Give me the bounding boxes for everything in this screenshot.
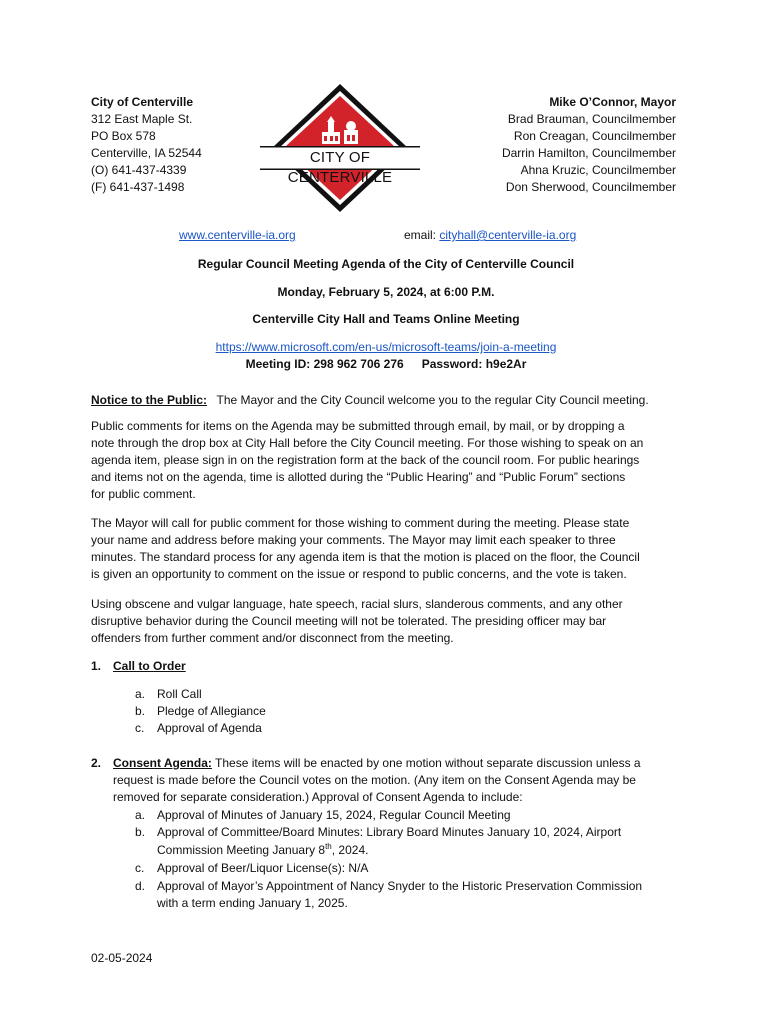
address-line3: Centerville, IA 52544: [91, 146, 202, 160]
sub-item-marker: a.: [135, 687, 146, 701]
sub-item-marker: c.: [135, 861, 145, 875]
consent-sub-appointment-line2: with a term ending January 1, 2025.: [157, 896, 348, 910]
agenda-item-call-to-order: [91, 658, 186, 675]
conduct-paragraph: [91, 596, 681, 647]
paragraph-line: disruptive behavior during the Council meeting will not be tolerated. The presiding officer may bar: [91, 614, 607, 628]
councilmember: Ron Creagan, Councilmember: [513, 129, 676, 143]
fax-phone: (F) 641-437-1498: [91, 180, 185, 194]
notice-heading: Notice to the Public:: [91, 393, 208, 407]
consent-sub-committee-line2: [157, 842, 368, 859]
sub-item-text: Approval of Agenda: [157, 721, 262, 735]
mayor-name: Mike O’Connor, Mayor: [549, 95, 676, 109]
paragraph-line: for public comment.: [91, 487, 196, 501]
meeting-title: Regular Council Meeting Agenda of the City of Centerville Council: [197, 257, 575, 271]
city-logo: [258, 82, 422, 214]
meeting-location: Centerville City Hall and Teams Online Meeting: [252, 312, 520, 326]
sub-item-pledge: [135, 703, 266, 720]
consent-intro-line2: request is made before the Council votes on the motion. (Any item on the Consent Agenda may be: [113, 773, 636, 787]
sub-item-roll-call: [135, 686, 202, 703]
city-name: City of Centerville: [91, 95, 194, 109]
sub-item-text: Approval of Committee/Board Minutes: Library Board Minutes January 10, 2024, Airport: [157, 825, 622, 839]
sub-item-marker: a.: [135, 808, 146, 822]
meeting-date: Monday, February 5, 2024, at 6:00 P.M.: [277, 285, 495, 299]
agenda-item-number: 1.: [91, 659, 102, 673]
website-link[interactable]: www.centerville-ia.org: [179, 228, 296, 242]
sub-item-text: , 2024.: [331, 843, 369, 857]
paragraph-line: Public comments for items on the Agenda may be submitted through email, by mail, or by dropping a: [91, 419, 625, 433]
mayor-comment-paragraph: [91, 515, 681, 583]
consent-intro-line1: These items will be enacted by one motion without separate discussion unless a: [215, 756, 641, 770]
consent-sub-appointment: [135, 878, 642, 895]
sub-item-text: Commission Meeting January 8: [157, 843, 326, 857]
email-link[interactable]: cityhall@centerville-ia.org: [439, 228, 577, 242]
paragraph-line: minutes. The standard process for any agenda item is that the motion is placed on the floor, the Council: [91, 550, 640, 564]
meeting-credentials: [91, 356, 681, 373]
notice-row: [91, 392, 649, 409]
agenda-item-title: Consent Agenda:: [113, 756, 212, 770]
sub-item-text: Roll Call: [157, 687, 202, 701]
notice-text: The Mayor and the City Council welcome you to the regular City Council meeting.: [216, 393, 649, 407]
councilmember: Don Sherwood, Councilmember: [505, 180, 676, 194]
paragraph-line: your name and address before making your comments. The Mayor may limit each speaker to three: [91, 533, 616, 547]
paragraph-line: and items not on the agenda, time is allotted during the “Public Hearing” and “Public Forum” sections: [91, 470, 626, 484]
sub-item-text: Approval of Beer/Liquor License(s): N/A: [157, 861, 369, 875]
agenda-item-number: 2.: [91, 756, 102, 770]
consent-intro-line3: removed for separate consideration.) Approval of Consent Agenda to include:: [113, 790, 523, 804]
sub-item-approval-agenda: [135, 720, 262, 737]
meeting-password: Password: h9e2Ar: [421, 357, 527, 371]
website-row: [179, 227, 296, 244]
paragraph-line: offenders from further comment and/or disconnect from the meeting.: [91, 631, 454, 645]
paragraph-line: is given an opportunity to comment on the issue or respond to public concerns, and the vote is taken.: [91, 567, 627, 581]
agenda-item-consent: [91, 755, 641, 772]
email-label: email:: [404, 228, 440, 242]
city-address-block: [91, 94, 202, 196]
paragraph-line: The Mayor will call for public comment for those wishing to comment during the meeting. Please state: [91, 516, 630, 530]
consent-sub-minutes: [135, 807, 511, 824]
councilmember: Brad Brauman, Councilmember: [507, 112, 676, 126]
consent-sub-license: [135, 860, 368, 877]
logo-text: CITY OF CENTERVILLE: [287, 149, 393, 186]
sub-item-text: Pledge of Allegiance: [157, 704, 266, 718]
sub-item-marker: b.: [135, 704, 146, 718]
paragraph-line: Using obscene and vulgar language, hate speech, racial slurs, slanderous comments, and any other: [91, 597, 623, 611]
councilmember: Darrin Hamilton, Councilmember: [501, 146, 676, 160]
paragraph-line: agenda item, please sign in on the registration form at the back of the council room. For public hearings: [91, 453, 640, 467]
sub-item-text: Approval of Minutes of January 15, 2024, Regular Council Meeting: [157, 808, 511, 822]
councilmember: Ahna Kruzic, Councilmember: [520, 163, 676, 177]
public-comment-paragraph: [91, 418, 681, 503]
meeting-id: Meeting ID: 298 962 706 276: [245, 357, 404, 371]
sub-item-marker: b.: [135, 825, 146, 839]
sub-item-marker: d.: [135, 879, 146, 893]
consent-sub-committee: [135, 824, 621, 841]
footer-date-code: 02-05-2024: [91, 951, 153, 965]
ordinal-suffix: th: [325, 842, 332, 851]
council-block: [440, 94, 676, 196]
address-line2: PO Box 578: [91, 129, 156, 143]
email-row: [404, 227, 576, 244]
sub-item-marker: c.: [135, 721, 145, 735]
agenda-item-title: Call to Order: [113, 659, 186, 673]
sub-item-text: Approval of Mayor’s Appointment of Nancy Snyder to the Historic Preservation Commission: [157, 879, 643, 893]
teams-link[interactable]: https://www.microsoft.com/en-us/microsoft-teams/join-a-meeting: [215, 340, 557, 354]
teams-link-row: [91, 339, 681, 356]
address-line1: 312 East Maple St.: [91, 112, 193, 126]
paragraph-line: note through the drop box at City Hall before the City Council meeting. For those wishing to speak on an: [91, 436, 644, 450]
office-phone: (O) 641-437-4339: [91, 163, 187, 177]
